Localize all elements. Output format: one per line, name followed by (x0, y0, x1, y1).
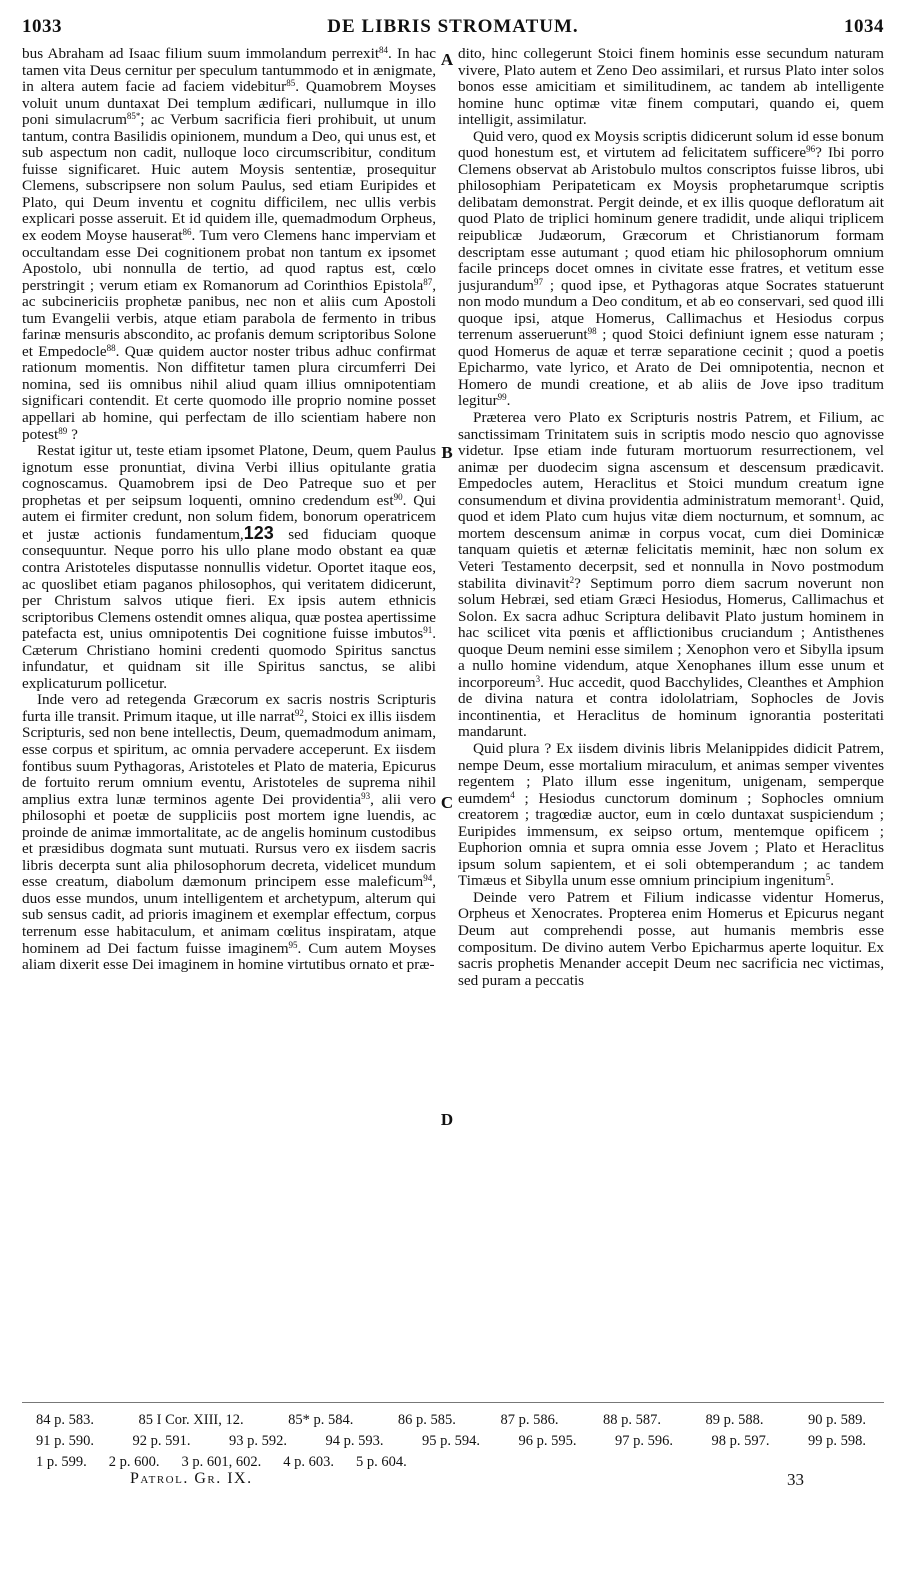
text: ; Hesiodus cunctorum dominum ; Sophocles omnium creatorem ; tragœdiæ auctor, eum in cœlo duntaxat suspiciendum ; Euripides immensum, ex seipso ortum, mentemque opificem ; Euphorion omnia et supra omnia esse Jovem ; Plato et Heraclitus ipsum solum sapientem, et ei soli obtemperandum ; ac tandem Timæus et Sibylla unum esse omnium principium ingenitum (458, 789, 884, 890)
signature-mark: Patrol. Gr. IX. (130, 1470, 253, 1487)
running-title: DE LIBRIS STROMATUM. (327, 16, 579, 37)
text: ; quod Stoici definiunt ignem esse naturam ; quod Homerus de aquæ et terræ separatione cecinit ; quod a poetis Epicharmo, vate lyrico, et Arato de Dei omnipotentia, necnon et Homero de mundi creatione, et ab aliis de Jove ipso traditum legitur (458, 326, 884, 410)
paragraph (458, 741, 884, 890)
footnote: 93 p. 592. (229, 1433, 287, 1449)
footnote-ref: 99 (497, 392, 507, 403)
footnote-ref: 89 (58, 425, 68, 436)
page-number-left: 1033 (22, 16, 62, 37)
footnote: 3 p. 601, 602. (181, 1454, 262, 1470)
text: Deinde vero Patrem et Filium indicasse videntur Homerus, Orpheus et Xenocrates. Propterea enim Homerus et Epicurus negant Deum aut comprehendi posse, aut humanis membris esse compositum. De divino autem Verbo Epicharmus aperte loquitur. Ex sacris prophetis Menander accepit Deum nec sacrificia nec victimas, sed puram a peccatis (458, 888, 884, 989)
text: . Huc accedit, quod Bacchylides, Cleanthes et Amphion de divina natura et contra idololatriam, Sophocles de Jovis incontinentia, et Heraclitus de hominum ignorantia posteritati mandarunt. (458, 673, 884, 741)
footnote-ref: 90 (393, 491, 403, 502)
footnote-ref: 87 (423, 276, 433, 287)
footnote-ref: 85 (286, 78, 296, 89)
footnote-ref: 5 (825, 872, 831, 883)
footnote-ref: 1 (836, 491, 842, 502)
section-marker-b: B (441, 443, 453, 462)
section-marker-c: C (440, 793, 454, 812)
footnote: 84 p. 583. (36, 1412, 94, 1428)
text: Inde vero ad retegenda Græcorum ex sacris nostris Scripturis furta ille transit. Primum itaque, ut ille narrat (22, 691, 436, 725)
footnote-line-1 (36, 1410, 866, 1431)
text: , ac subcinericiis prophetæ panibus, nec non et aliis cum Apostoli tum Evangelii verbis, atque etiam parabola de fermento in tribus farinæ mensuris abscondito, ac profanis demum scriptoribus Solone et Empedocle (22, 276, 436, 360)
text: ; quod ipse, et Pythagoras atque Socrates statuerunt non modo mundum a Deo conditum, et ab eo conservari, sed quod illi quoque ipsi, atque Homerus, Callimachus et Hesiodus corpus terrenum asseruerunt (458, 276, 884, 344)
text: . (506, 392, 511, 410)
text: Quid plura ? Ex iisdem divinis libris Melanippides didicit Patrem, nempe Deum, esse mortalium miraculum, et animas semper viventes regentem ; Plato illum esse ingenitum, unigenam, semperque eumdem (458, 739, 884, 807)
text: . In hac tamen vita Deus cernitur per speculum tantummodo et in ænigmate, in altera autem facie ad faciem videbitur (22, 46, 436, 96)
footnote-line-2 (36, 1431, 866, 1452)
page-header (22, 12, 884, 40)
text: ? Septimum porro diem sacrum noverunt non solum Hebræi, sed etiam Græci Hesiodus, Homerus, Callimachus et Solon. Ex sacra adhuc Scriptura delibavit Plato justum hominem in hac scilicet vita pœnis et afflictionibus cruciandum ; Antisthenes quoque Deum nemini esse similem ; Xenophon vero et Sibylla ipsum a nullo homine videndum, atque Xenophanes illum esse unum et incorporeum (458, 574, 884, 691)
footnote-ref: 94 (423, 873, 433, 884)
footnote-ref: 91 (423, 625, 433, 636)
page-footer (22, 1470, 884, 1494)
paragraph (22, 692, 436, 973)
footnote: 89 p. 588. (705, 1412, 764, 1428)
paragraph (458, 46, 884, 129)
paragraph (22, 443, 436, 692)
text: ? (67, 425, 78, 443)
sheet-number: 33 (787, 1470, 804, 1489)
footnote: 5 p. 604. (356, 1454, 407, 1470)
footnote-ref: 2 (569, 574, 575, 585)
footnote-ref: 95 (288, 939, 298, 950)
footnote-ref: 85* (126, 111, 141, 122)
text: sed fiduciam quoque consequuntur. Neque porro his ullo plane modo obstant ea quæ contra Aristoteles disputasse nonnullis videtur. Oportet itaque eos, ac quoslibet etiam paganos philosophos, qui veritatem didicerunt, per Christum salvos utique fieri. Ex ipsis autem ethnicis scriptoribus Clemens ostendit omnes aliqua, quæ postea apertissime patefacta est, unius omnipotentis Dei cognitione fuisse imbutos (22, 525, 436, 643)
footnote-ref: 98 (587, 326, 597, 337)
footnote-ref: 88 (106, 342, 116, 353)
text: . Cæterum Christiano homini credenti quomodo Spiritus sanctus infundatur, et quidnam sit ille Spiritus sanctus, se alibi explicaturum pollicetur. (22, 625, 436, 692)
paragraph (22, 46, 436, 443)
text: ? Ibi porro Clemens observat ab Aristobulo multos conscriptos fuisse libros, ubi philosophiam Peripateticam ex Moysis prophetarumque scriptis delibatam demonstrat. Pergit deinde, et ex illis quoque defloratum ait quod Plato de triplici hominum genere tradidit, unde aliqui triplicem reipublicæ Judæorum, Græcorum et Christianorum formam descriptam esse autumant ; quod etiam hic philosophorum omnium facile princeps docet omnes in civitate esse fratres, et vetitum esse jusjurandum (458, 144, 884, 294)
footnote: 99 p. 598. (808, 1433, 866, 1449)
footnote-ref: 92 (294, 707, 304, 718)
footnote: 97 p. 596. (615, 1433, 673, 1449)
text: Præterea vero Plato ex Scripturis nostris Patrem, et Filium, ac sanctissimam Trinitatem suis in scriptis modo nescio quo agnovisse videtur. Ipse etiam inde futuram mortuorum resurrectionem, vel animæ per duodecim signa ascensum et descensum prædicavit. Empedocles autem, Heraclitus et Stoici mundum creatum igne consumendum et divina providentia administratum memorant (458, 409, 884, 509)
paragraph (458, 410, 884, 741)
left-column (22, 46, 436, 1391)
footnote-ref: 93 (361, 790, 371, 801)
footnote: 91 p. 590. (36, 1433, 94, 1449)
text: . Cum autem Moyses aliam dixerit esse Dei imaginem in homine virtutibus ornato et præ- (22, 939, 436, 974)
text: . Quæ quidem auctor noster tribus adhuc confirmat rationum momentis. Non diffitetur tamen plura circumferri Dei nomina, sed iis omnibus nihil aliud quam illius omnipotentiam significari contendit. Et certe quomodo ille proprio nomine posset appellari ab homine, qui perfectam de illo scientiam habere non potest (22, 342, 436, 443)
text: , Stoici ex illis iisdem Scripturis, sed non bene intellectis, Deum, quemadmodum animam, esse corpus et spiritum, ac omnia pervadere acceperunt. Ex iisdem fontibus suum Pythagoras, Aristoteles et Plato de materia, Epicurus de fortuito rerum omnium eventu, Aristoteles de suprema nihil amplius extra lunæ terminos agente Dei providentia (22, 707, 436, 808)
footnote: 96 p. 595. (518, 1433, 577, 1449)
text: . Tum vero Clemens hanc imperviam et occultandam esse Dei cognitionem probat non tantum ex ipsomet Apostolo, ubi nonnulla de tertio, ad quod raptus est, cœlo perstringit ; verum etiam ex Romanorum ad Corinthios Epistola (22, 227, 436, 294)
footnote: 1 p. 599. (36, 1454, 87, 1470)
footnote: 85* p. 584. (288, 1412, 354, 1428)
text: . Qui autem ei firmiter credunt, non solum fidem, bonorum operatricem et justæ actionis fundamentum, (22, 491, 436, 543)
text: . Quid, quod et idem Plato cum hujus vitæ diem nocturnum, et somnum, ac mortem descensum animæ in corpus vocat, cum diei Dominicæ tanquam quietis et æternæ felicitatis meminit, hæc non solum ex Veteri Testamento decerpsit, sed et nonnulla in Novo postmodum stabilita divinavit (458, 491, 884, 592)
footnotes (36, 1410, 866, 1473)
text: Restat igitur ut, teste etiam ipsomet Platone, Deum, quem Paulus ignotum esse pronuntiat, divina Verbi illius opitulante gratia cognoscamus. Quamobrem ipsi de Deo Patreque suo et per prophetas et per seipsum loquenti, omnino credendum est (22, 442, 436, 509)
text: . (830, 872, 835, 890)
footnote-ref: 96 (806, 144, 816, 155)
text: , alii vero philosophi et poetæ de suppliciis post mortem igne luendis, ac proinde de animæ immortalitate, ac de angelis hominum custodibus et præsidibus dogmata sunt mutuati. Rursus vero ex iisdem sacris libris decerpta sunt alia philosophorum decreta, videlicet mundum esse creatum, diabolum dæmonum principem esse maleficum (22, 790, 436, 891)
text: . Quamobrem Moyses voluit unum duntaxat Dei templum ædificari, nullumque in illo poni simulacrum (22, 78, 436, 129)
text: , duos esse mundos, unum intelligentem et archetypum, alterum qui sub sensus cadit, ad prioris imaginem et exemplar effectum, corpus terrenum esse habitaculum, et animam cœlitus inspiratam, atque hominem ad Dei factum fuisse imaginem (22, 873, 436, 957)
text: dito, hinc collegerunt Stoici finem hominis esse secundum naturam vivere, Plato autem et Zeno Deo assimilari, et rursus Plato inter solos bonos esse amicitiam et similitudinem, ac tandem ab intelligente homine hunc optimæ vitæ finem computari, quando ei, quem intelligit, assimilatur. (458, 46, 884, 129)
footnote: 2 p. 600. (108, 1454, 160, 1470)
footnote-ref: 97 (533, 276, 543, 287)
footnote-ref: 86 (182, 227, 192, 238)
footnote-ref: 4 (510, 789, 515, 800)
footnote: 88 p. 587. (602, 1412, 661, 1428)
footnote: 87 p. 586. (500, 1412, 559, 1428)
right-column (458, 46, 884, 1391)
text: Quid vero, quod ex Moysis scriptis didicerunt solum id esse bonum quod honestum est, et virtutem ad felicitatem sufficere (458, 127, 884, 162)
paragraph (458, 129, 884, 410)
footnote: 92 p. 591. (132, 1433, 191, 1449)
footnote-ref: 3 (535, 673, 541, 684)
footnote: 90 p. 589. (807, 1412, 866, 1428)
column-number: 123 (243, 522, 274, 543)
text: bus Abraham ad Isaac filium suum immolandum perrexit (22, 46, 380, 62)
footnote: 86 p. 585. (397, 1412, 456, 1428)
text: ; ac Verbum sacrificia fieri prohibuit, ut unum tantum, contra Basilidis opinionem, mundum a Deo, qui unus est, et sub aspectum non cadit, nulloque loco circumscribitur, conditum fuisse significaret. Huic autem Moysis sententiæ, prosequitur Clemens, subscripsere non solum Paulus, sed etiam Euripides et Plato, qui Deum inventu et cognitu difficilem, nec ullis verbis explicari posse asseruit. Et id quidem ille, quemadmodum Orpheus, ex eodem Moyse hauserat (22, 111, 436, 245)
section-marker-d: D (440, 1110, 454, 1129)
footnote: 94 p. 593. (325, 1433, 384, 1449)
footnote-divider (22, 1402, 884, 1403)
footnote-ref: 84 (379, 46, 389, 55)
footnote: 95 p. 594. (422, 1433, 480, 1449)
footnote: 85 I Cor. XIII, 12. (138, 1412, 244, 1428)
page-number-right: 1034 (844, 16, 884, 37)
footnote: 98 p. 597. (711, 1433, 770, 1449)
footnote: 4 p. 603. (283, 1454, 334, 1470)
section-marker-a: A (440, 50, 454, 69)
paragraph (458, 890, 884, 989)
